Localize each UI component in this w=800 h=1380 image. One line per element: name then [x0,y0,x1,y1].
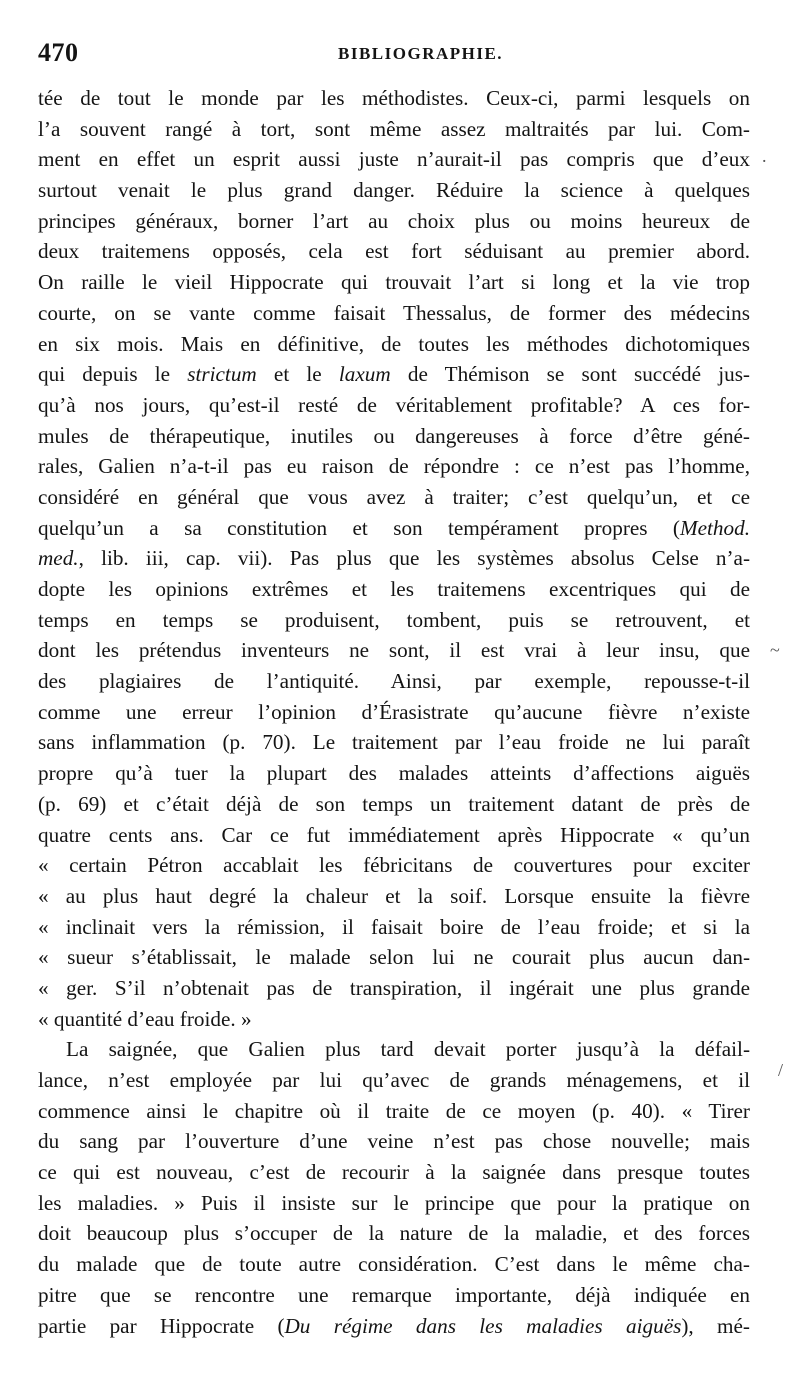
text-line [38,1157,750,1188]
text-line [38,1311,750,1342]
text-segment: ce qui est nouveau, c’est de recourir à la saignée dans presque toutes [38,1160,750,1185]
text-line [38,758,750,789]
italic-text: Du régime dans les maladies aiguës [284,1313,682,1338]
text-segment: mules de thérapeutique, inutiles ou dangereuses à force d’être géné- [38,423,750,448]
text-segment: surtout venait le plus grand danger. Réduire la science à quelques [38,178,750,203]
text-line [38,267,750,298]
text-segment: des plagiaires de l’antiquité. Ainsi, par exemple, repousse-t-il [38,669,750,694]
text-line [38,482,750,513]
margin-dot: . [762,146,767,166]
margin-dash: ~ [770,640,780,660]
text-segment: les maladies. » Puis il insiste sur le principe que pour la pratique on [38,1190,750,1215]
text-segment: principes généraux, borner l’art au choix plus ou moins heureux de [38,208,750,233]
text-segment: qui depuis le [38,362,188,387]
text-line [38,727,750,758]
text-line [38,114,750,145]
text-line [38,359,750,390]
text-segment: tée de tout le monde par les méthodistes. Ceux-ci, parmi lesquels on [38,86,750,110]
text-line [38,1065,750,1096]
text-line [38,1034,750,1065]
text-segment: partie par Hippocrate ( [38,1313,285,1338]
text-line [38,789,750,820]
text-line [38,1249,750,1280]
text-segment: de Thémison se sont succédé jus- [390,362,750,387]
text-segment: et le [256,362,339,387]
text-line [38,390,750,421]
text-segment: ), mé- [681,1313,750,1338]
text-line [38,1218,750,1249]
text-segment: du malade que de toute autre considération. C’est dans le même cha- [38,1252,750,1277]
text-line [38,543,750,574]
text-segment: « au plus haut degré la chaleur et la soif. Lorsque ensuite la fièvre [38,883,750,908]
text-segment: (p. 69) et c’était déjà de son temps un traitement datant de près de [38,791,750,816]
text-line [38,973,750,1004]
text-line [38,1126,750,1157]
text-line [38,1096,750,1127]
text-line [38,1188,750,1219]
text-segment: quatre cents ans. Car ce fut immédiatement après Hippocrate « qu’un [38,822,750,847]
text-line [38,942,750,973]
text-line [38,697,750,728]
text-line [38,1004,750,1035]
text-line [38,175,750,206]
text-segment: l’a souvent rangé à tort, sont même assez maltraités par lui. Com- [38,116,750,141]
text-segment: quelqu’un a sa constitution et son tempérament propres ( [38,515,680,540]
text-segment: doit beaucoup plus s’occuper de la nature de la maladie, et des forces [38,1221,750,1246]
text-segment: « certain Pétron accablait les fébricitans de couvertures pour exciter [38,853,750,878]
text-line [38,1280,750,1311]
text-line [38,666,750,697]
page-header [38,38,758,70]
text-segment: La saignée, que Galien plus tard devait porter jusqu’à la défail- [66,1037,750,1062]
italic-text: Method. [679,515,750,540]
text-line [38,881,750,912]
text-segment: « inclinait vers la rémission, il faisait boire de l’eau froide; et si la [38,914,750,939]
text-line [38,912,750,943]
text-line [38,83,750,114]
text-segment: dopte les opinions extrêmes et les traitemens excentriques qui de [38,577,750,601]
body-text [38,83,750,1341]
text-segment: qu’à nos jours, qu’est-il resté de véritablement profitable? A ces for- [38,392,750,417]
text-segment: deux traitemens opposés, cela est fort séduisant au premier abord. [38,239,750,264]
text-segment: lance, n’est employée par lui qu’avec de grands ménagemens, et il [38,1068,750,1092]
text-line [38,513,750,544]
page-number: 470 [38,38,79,67]
text-segment: temps en temps se produisent, tombent, puis se retrouvent, et [38,607,750,632]
text-line [38,820,750,851]
text-line [38,236,750,267]
text-segment: du sang par l’ouverture d’une veine n’est pas chose nouvelle; mais [38,1129,750,1154]
text-segment: sans inflammation (p. 70). Le traitement par l’eau froide ne lui paraît [38,730,750,755]
text-segment: « ger. S’il n’obtenait pas de transpiration, il ingérait une plus grande [38,975,750,1000]
text-segment: On raille le vieil Hippocrate qui trouvait l’art si long et la vie trop [38,270,750,295]
text-segment: propre qu’à tuer la plupart des malades atteints d’affections aiguës [38,761,750,786]
text-line [38,144,750,175]
text-line [38,605,750,636]
text-segment: en six mois. Mais en définitive, de toutes les méthodes dichotomiques [38,331,750,356]
running-head: BIBLIOGRAPHIE. [338,44,504,63]
text-segment: « quantité d’eau froide. » [38,1006,252,1031]
italic-text: strictum [187,362,257,387]
text-segment: courte, on se vante comme faisait Thessalus, de former des médecins [38,300,750,325]
text-segment: pitre que se rencontre une remarque importante, déjà indiquée en [38,1282,750,1307]
text-line [38,635,750,666]
margin-tick: / [778,1060,784,1080]
text-line [38,206,750,237]
text-segment: rales, Galien n’a-t-il pas eu raison de répondre : ce n’est pas l’homme, [38,454,750,479]
text-segment: « sueur s’établissait, le malade selon lui ne courait plus aucun dan- [38,945,750,970]
text-line [38,421,750,452]
text-segment: comme une erreur l’opinion d’Érasistrate qu’aucune fièvre n’existe [38,699,750,724]
text-segment: considéré en général que vous avez à traiter; c’est quelqu’un, et ce [38,484,750,509]
text-segment: dont les prétendus inventeurs ne sont, il est vrai à leur insu, que [38,638,750,663]
text-line [38,850,750,881]
text-segment: ment en effet un esprit aussi juste n’aurait-il pas compris que d’eux [38,147,750,172]
italic-text: laxum [338,362,391,387]
italic-text: med. [38,546,79,571]
text-line [38,574,750,605]
text-line [38,298,750,329]
text-segment: , lib. iii, cap. vii). Pas plus que les systèmes absolus Celse n’a- [78,546,750,571]
text-line [38,451,750,482]
text-line [38,329,750,360]
text-segment: commence ainsi le chapitre où il traite de ce moyen (p. 40). « Tirer [38,1098,750,1123]
